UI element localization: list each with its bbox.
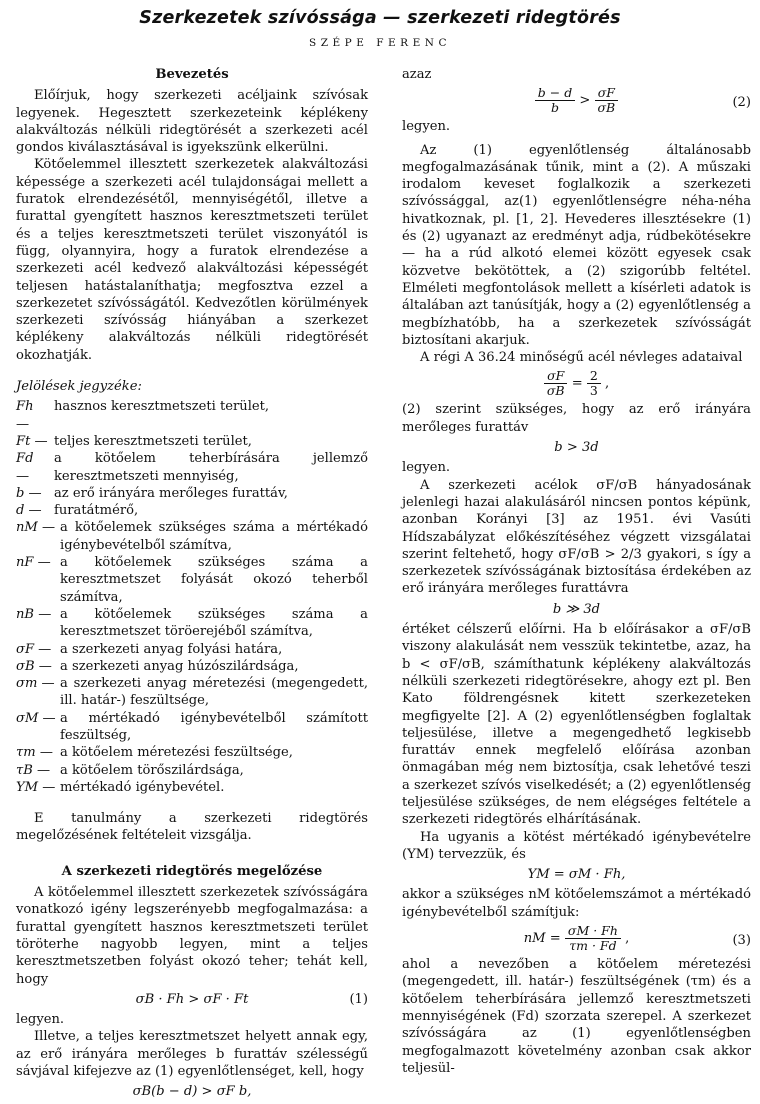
equation-1b: σB(b − d) > σF b, (132, 1084, 252, 1100)
right-paragraph-4: A szerkezeti acélok σF/σB hányadosának jelenlegi hazai alakulásáról nincsen pontos képünk, azonban Korányi [3] az 1951. évi Vasúti Hídszabályzat előkészítéséhez végzett vizsgálatai szerint feltehető, hogy σF/σB > 2/3 gyakori, s így a szerkezetek szívósságának biztosítása érdekében az erő irányára merőleges furattávra (402, 477, 751, 597)
section2-legyen: legyen. (16, 1012, 65, 1028)
symbol-item: Fd — a kötőelem teherbírására jellemző keresztmetszeti mennyiség, (16, 451, 368, 484)
article-title: Szerkezetek szívóssága — szerkezeti ridegtörés (139, 8, 621, 28)
right-column (402, 66, 751, 1077)
author-name: SZÉPE FERENC (309, 37, 451, 49)
right-paragraph-7: akkor a szükséges nM kötőelemszámot a mértékadó igénybevételből számítjuk: (402, 887, 751, 920)
section2-paragraph-1: A kötőelemmel illesztett szerkezetek szívósságára vonatkozó igény legszerényebb megfogalmazása: a furattal gyengített hasznos keresztmetszeti terület töröterhe nagyobb legyen, mint a teljes keresztmetszetben folyást okozó teher; tehát kell, hogy (16, 885, 368, 987)
right-paragraph-6: Ha ugyanis a kötést mértékadó igénybevételre (YM) tervezzük, és (402, 829, 751, 862)
intro-paragraph-2: Kötőelemmel illesztett szerkezetek alakváltozási képessége a szerkezeti acél tulajdonságai mellett a furatok elrendezésétől, mennyiségétől, illetve a furattal gyengített hasznos keresztmetszeti terület és a teljes keresztmetszeti terület viszonyától is függ, olyannyira, hogy a furatok elrendezése a szerkezeti acél kedvező alakváltozási képességét teljesen hatástalaníthatja; megfosztva ezzel a szerkezetet szívósságától. Kedvezőtlen körülmények szerkezeti szívósság hiányában a szerkezet képlékeny alakváltozás nélküli ridegtörését okozhatják. (16, 157, 368, 363)
equation-1: σB · Fh > σF · Ft (1) (135, 991, 368, 1007)
section2-paragraph-2: Illetve, a teljes keresztmetszet helyett annak egy, az erő irányára merőleges b furattáv szélességű sávjával kifejezve az (1) egyenlőtlenséget, kell, hogy (16, 1029, 368, 1080)
symbol-item: d — furatátmérő, (16, 503, 139, 519)
equation-6: YM = σM · Fh, (527, 867, 626, 883)
equation-4: b > 3d (554, 440, 599, 456)
symbol-item: τm — a kötőelem méretezési feszültsége, (16, 745, 293, 761)
left-column (16, 66, 368, 1104)
right-azaz: azaz (402, 67, 432, 82)
symbols-list (16, 398, 368, 796)
intro-paragraph-3: E tanulmány a szerkezeti ridegtörés megelőzésének feltételeit vizsgálja. (16, 811, 368, 844)
symbol-item: Fh — hasznos keresztmetszeti terület, (16, 399, 270, 432)
equation-2: $\frac{b - d}{b}$ > $\frac{\sigma F}{\sigma B}$ (2) (402, 86, 751, 115)
right-paragraph-3: (2) szerint szükséges, hogy az erő irányára merőleges furattáv (402, 402, 751, 435)
equation-number: (2) (732, 95, 751, 111)
symbol-item: nB — a kötőelemek szükséges száma a keresztmetszet töröerejéből számítva, (16, 606, 368, 640)
intro-paragraph-1: Előírjuk, hogy szerkezeti acéljaink szívósak legyenek. Hegesztett szerkezeteink képlékeny alakváltozás nélküli ridegtörését a szerkezeti acél gondos kiválasztásával is igyekszünk elkerülni. (16, 88, 368, 156)
right-legyen-2: legyen. (402, 460, 451, 476)
symbol-item: nF — a kötőelemek szükséges száma a keresztmetszet folyását okozó teherből számítva, (16, 555, 368, 605)
section2-heading: A szerkezeti ridegtörés megelőzése (61, 863, 323, 879)
symbol-item: σB — a szerkezeti anyag húzószilárdsága, (16, 658, 299, 674)
symbol-item: σM — a mértékadó igénybevételből számított feszültség, (16, 710, 368, 743)
right-paragraph-5: értéket célszerű előírni. Ha b előírásakor a σF/σB viszony alakulását nem vesszük tekintetbe, azaz, ha b < σF/σB, számíthatunk képlékeny alakváltozás nélküli szerkezeti ridegtörésekre, ahogy ezt pl. Ben Kato földrengésnek kitett szerkezeteken megfigyelte [2]. A (2) egyenlőtlenségben foglaltak teljesülése, illetve a megengedhető legkisebb furattáv ennek megfelelő előírása azonban önmagában még nem biztosítja, csak lehetővé teszi a szerkezet szívós viselkedését; a (2) egyenlőtlenség teljesülése szükséges, de nem elégséges feltétele a szerkezeti ridegtörés elhárításának. (402, 622, 751, 828)
symbol-item: σF — a szerkezeti anyag folyási határa, (16, 641, 283, 657)
symbol-item: YM — mértékadó igénybevétel. (16, 779, 225, 795)
right-legyen: legyen. (402, 119, 451, 135)
equation-number: (3) (732, 933, 751, 949)
equation-3: $\frac{\sigma F}{\sigma B}$ = $\frac{2}{3}$ , (402, 369, 751, 398)
equation-5: b ≫ 3d (552, 601, 601, 617)
right-paragraph-1: Az (1) egyenlőtlenség általánosabb megfogalmazásának tűnik, mint a (2). A műszaki irodalom keveset foglalkozik a szerkezeti szívóssággal, az(1) egyenlőtlenségre néha-néha hivatkoznak, pl. [1, 2]. Hevederes illesztésekre (1) és (2) ugyanazt az eredményt adja, rúdbekötésekre — ha a rúd alkotó elemei között egyesek csak közvetve bekötöttek, a (2) szigorúbb feltétel. Elméleti megfontolások mellett a kísérleti adatok is általában azt tanúsítják, hogy a (2) egyenlőtlenség a megbízhatóbb, ha a szerkezetek szívósságát biztosítani akarjuk. (402, 142, 751, 348)
symbols-heading: Jelölések jegyzéke: (16, 379, 142, 395)
symbol-item: nM — a kötőelemek szükséges száma a mértékadó igénybevételből számítva, (16, 520, 368, 553)
intro-heading: Bevezetés (155, 67, 229, 82)
symbol-item: b — az erő irányára merőleges furattáv, (16, 485, 288, 501)
right-paragraph-8: ahol a nevezőben a kötőelem méretezési (megengedett, ill. határ-) feszültségének (τm) és a kötőelem teherbírására jellemző keresztmetszeti mennyiségének (Fd) szorzata szerepel. A szerkezet szívósságára az (1) egyenlőtlenségben megfogalmazott követelmény azonban csak akkor teljesül- (402, 957, 751, 1076)
right-paragraph-2: A régi A 36.24 minőségű acél névleges adataival (420, 350, 743, 366)
symbol-item: Ft — teljes keresztmetszeti terület, (16, 433, 252, 449)
symbol-item: τB — a kötőelem törőszilárdsága, (16, 762, 244, 778)
equation-7: nM = $\frac{\sigma M \cdot Fh}{\tau m \cdot Fd}$ , (3) (523, 923, 751, 954)
symbol-item: σm — a szerkezeti anyag méretezési (megengedett, ill. határ-) feszültsége, (16, 676, 368, 709)
equation-number: (1) (349, 991, 368, 1007)
